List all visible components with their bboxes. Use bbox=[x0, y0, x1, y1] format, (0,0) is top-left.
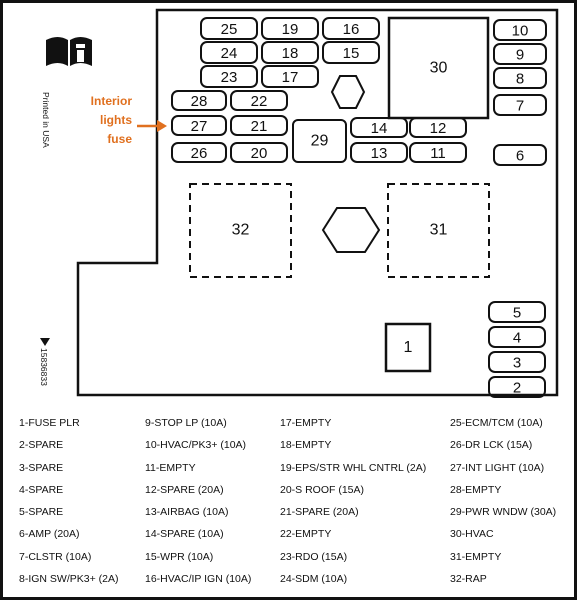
legend-item: 27-INT LIGHT (10A) bbox=[450, 461, 545, 474]
legend-item: 17-EMPTY bbox=[280, 417, 332, 429]
fuse-label: 26 bbox=[190, 145, 208, 162]
fuse-label: 20 bbox=[250, 145, 268, 162]
fuse-11 bbox=[410, 143, 466, 162]
fuse-26 bbox=[172, 143, 226, 162]
fuse-label: 10 bbox=[511, 22, 529, 40]
fuse-4 bbox=[489, 327, 545, 347]
svg-text:29: 29 bbox=[310, 132, 329, 150]
fuse-10 bbox=[494, 20, 546, 40]
relay-31 bbox=[388, 184, 489, 277]
svg-text:1: 1 bbox=[403, 339, 413, 356]
fuse-label: 25 bbox=[220, 21, 238, 38]
legend-item: 29-PWR WNDW (30A) bbox=[450, 506, 557, 519]
printed-in-usa-text: Printed in USA bbox=[41, 92, 51, 148]
fuse-label: 22 bbox=[250, 93, 268, 110]
legend-item: 30-HVAC bbox=[450, 528, 494, 541]
legend-item: 5-SPARE bbox=[19, 506, 64, 519]
fuse-3 bbox=[489, 352, 545, 372]
manual-info-icon bbox=[46, 37, 92, 66]
legend-item: 26-DR LCK (15A) bbox=[450, 439, 533, 452]
fuse-23 bbox=[201, 66, 257, 87]
legend-item: 28-EMPTY bbox=[450, 483, 502, 496]
legend-item: 10-HVAC/PK3+ (10A) bbox=[145, 439, 247, 452]
legend-item: 24-SDM (10A) bbox=[280, 573, 348, 586]
fuse-label: 15 bbox=[342, 45, 360, 62]
part-number-mark bbox=[39, 338, 50, 386]
fuse-label: 28 bbox=[190, 93, 208, 110]
fuse-label: 4 bbox=[512, 329, 522, 347]
callout-arrow bbox=[137, 120, 167, 132]
fuse-12 bbox=[410, 118, 466, 137]
fuse-label: 17 bbox=[281, 69, 299, 86]
part-number-text: 15836833 bbox=[39, 348, 49, 386]
fuse-label: 18 bbox=[281, 45, 299, 62]
fuse-label: 8 bbox=[515, 70, 525, 88]
legend-item: 2-SPARE bbox=[19, 439, 64, 452]
legend-item: 6-AMP (20A) bbox=[19, 528, 80, 541]
legend-item: 25-ECM/TCM (10A) bbox=[450, 417, 543, 429]
callout-line-1: Interior bbox=[90, 94, 132, 108]
fuse-22 bbox=[231, 91, 287, 110]
legend-item: 20-S ROOF (15A) bbox=[280, 483, 365, 496]
fuse-label: 9 bbox=[515, 46, 525, 64]
legend-item: 14-SPARE (10A) bbox=[145, 528, 224, 541]
legend-item: 23-RDO (15A) bbox=[280, 550, 348, 563]
legend-item: 8-IGN SW/PK3+ (2A) bbox=[19, 573, 119, 586]
fuse-6 bbox=[494, 145, 546, 165]
legend-item: 12-SPARE (20A) bbox=[145, 483, 224, 496]
legend-item: 16-HVAC/IP IGN (10A) bbox=[145, 573, 252, 586]
legend-item: 3-SPARE bbox=[19, 461, 64, 474]
fuse-label: 27 bbox=[190, 118, 208, 135]
hex-stud-top bbox=[332, 76, 364, 108]
fuse-label: 11 bbox=[430, 145, 446, 162]
fuse-14 bbox=[351, 118, 407, 137]
fuse-27 bbox=[172, 116, 226, 135]
legend-item: 11-EMPTY bbox=[145, 461, 196, 474]
fuse-15 bbox=[323, 42, 379, 63]
fuse-label: 24 bbox=[220, 45, 238, 62]
callout-line-2: lights bbox=[100, 113, 132, 127]
fuse-label: 3 bbox=[512, 354, 522, 372]
interior-lights-callout bbox=[70, 93, 132, 147]
legend-column-3 bbox=[280, 412, 426, 590]
fuse-7 bbox=[494, 95, 546, 115]
fuse-label: 13 bbox=[370, 145, 388, 162]
fuse-label: 12 bbox=[429, 120, 447, 137]
relay-1 bbox=[386, 324, 430, 371]
hex-stud-middle bbox=[323, 208, 379, 252]
legend-item: 32-RAP bbox=[450, 573, 487, 586]
relay-32 bbox=[190, 184, 291, 277]
svg-text:30: 30 bbox=[429, 59, 448, 77]
fuse-label: 16 bbox=[342, 21, 360, 38]
legend-item: 19-EPS/STR WHL CNTRL (2A) bbox=[280, 461, 427, 474]
fuse-label: 2 bbox=[512, 379, 522, 397]
legend-item: 21-SPARE (20A) bbox=[280, 506, 359, 519]
fuse-13 bbox=[351, 143, 407, 162]
fuse-label: 14 bbox=[370, 120, 388, 137]
fuse-label: 6 bbox=[515, 147, 525, 165]
fuse-16 bbox=[323, 18, 379, 39]
fuse-label: 5 bbox=[512, 304, 522, 322]
fuse-25 bbox=[201, 18, 257, 39]
fuse-label: 19 bbox=[281, 21, 299, 38]
callout-line-3: fuse bbox=[107, 132, 132, 146]
legend-item: 9-STOP LP (10A) bbox=[145, 417, 227, 429]
fuse-label: 23 bbox=[220, 69, 238, 86]
fuse-17 bbox=[262, 66, 318, 87]
fuse-5 bbox=[489, 302, 545, 322]
fuse-label: 21 bbox=[250, 118, 268, 135]
fuse-8 bbox=[494, 68, 546, 88]
legend-column-1 bbox=[19, 412, 118, 590]
legend-item: 7-CLSTR (10A) bbox=[19, 550, 92, 563]
svg-text:31: 31 bbox=[429, 221, 448, 239]
legend-column-2 bbox=[145, 412, 251, 590]
fuse-21 bbox=[231, 116, 287, 135]
fuse-20 bbox=[231, 143, 287, 162]
fuse-label: 7 bbox=[515, 97, 525, 115]
legend-item: 13-AIRBAG (10A) bbox=[145, 506, 229, 519]
legend-column-4 bbox=[450, 412, 556, 590]
svg-text:32: 32 bbox=[231, 221, 250, 239]
legend-item: 15-WPR (10A) bbox=[145, 550, 214, 563]
legend-item: 31-EMPTY bbox=[450, 550, 502, 563]
relay-29 bbox=[293, 120, 346, 162]
legend-item: 1-FUSE PLR bbox=[19, 417, 80, 429]
relay-30 bbox=[389, 18, 488, 118]
fuse-24 bbox=[201, 42, 257, 63]
legend-item: 18-EMPTY bbox=[280, 439, 332, 452]
fuse-28 bbox=[172, 91, 226, 110]
fuse-19 bbox=[262, 18, 318, 39]
fuse-18 bbox=[262, 42, 318, 63]
legend-item: 22-EMPTY bbox=[280, 528, 332, 541]
fuse-9 bbox=[494, 44, 546, 64]
legend-item: 4-SPARE bbox=[19, 483, 64, 496]
